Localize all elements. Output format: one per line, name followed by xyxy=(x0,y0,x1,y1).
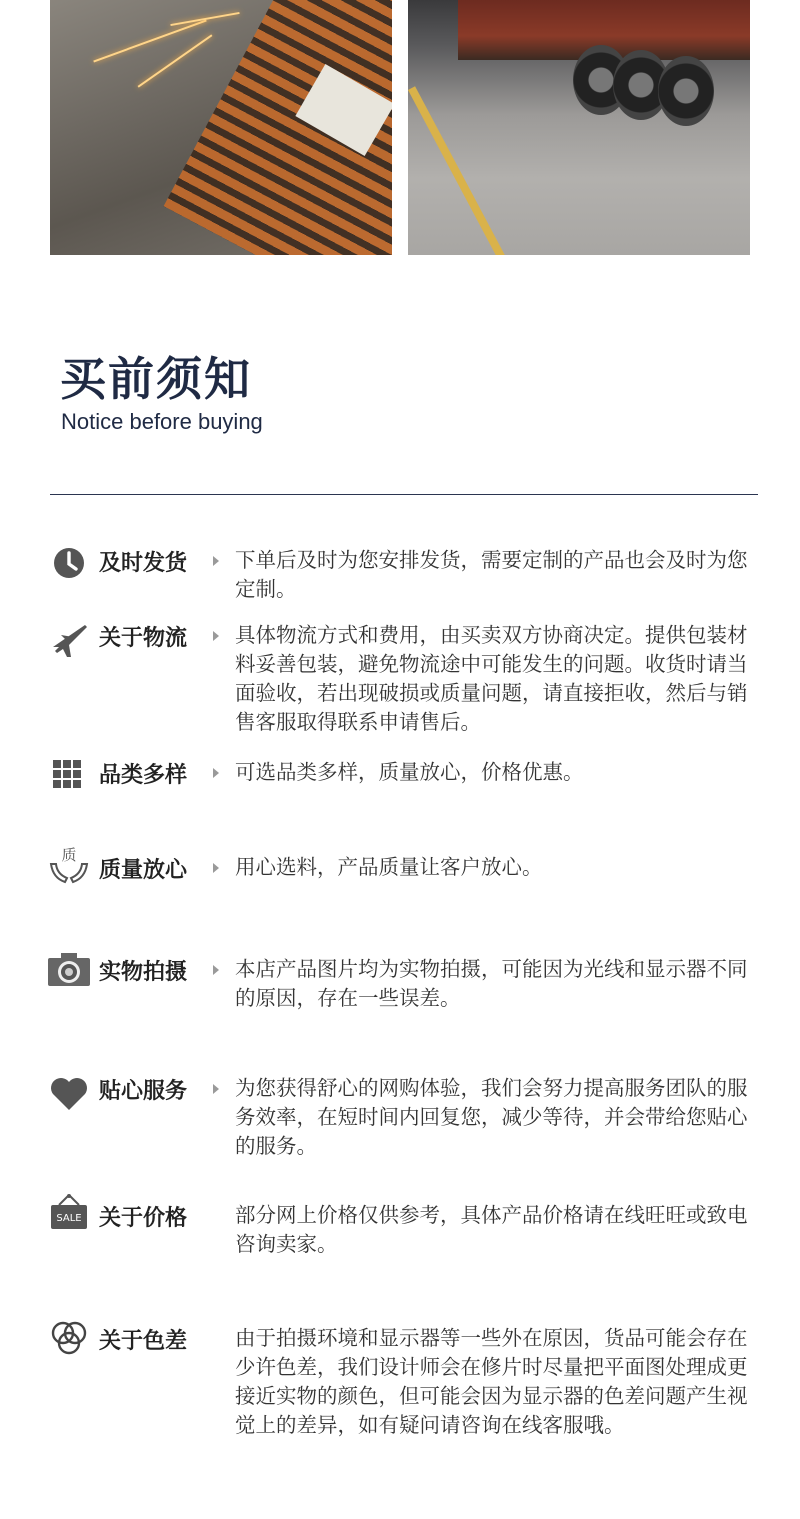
spark xyxy=(93,20,206,63)
arrow-right-icon xyxy=(213,1084,219,1094)
notice-label: 实物拍摄 xyxy=(99,960,188,985)
quality-hands-icon xyxy=(47,841,91,887)
notice-text: 为您获得舒心的网购体验，我们会努力提高服务团队的服务效率，在短时间内回复您，减少等待，并会带给您贴心的服务。 xyxy=(235,1076,748,1158)
color-circles-icon xyxy=(47,1318,91,1360)
arrow-right-icon xyxy=(213,863,219,873)
arrow-right-icon xyxy=(213,556,219,566)
notice-text: 具体物流方式和费用，由买卖双方协商决定。提供包装材料妥善包装，避免物流途中可能发生的问题。收货时请当面验收，若出现破损或质量问题，请直接拒收，然后与销售客服取得联系申请售后。 xyxy=(235,623,748,734)
arrow-right-icon xyxy=(213,965,219,975)
arrow-right-icon xyxy=(213,631,219,641)
lane-marking xyxy=(408,86,509,255)
notice-label: 贴心服务 xyxy=(99,1079,188,1104)
airplane-icon xyxy=(47,621,91,661)
clock-icon xyxy=(47,546,91,586)
notice-text: 部分网上价格仅供参考，具体产品价格请在线旺旺或致电咨询卖家。 xyxy=(235,1203,748,1256)
notice-label: 品类多样 xyxy=(99,763,188,788)
spark xyxy=(170,12,239,26)
notice-text: 由于拍摄环境和显示器等一些外在原因，货品可能会存在少许色差，我们设计师会在修片时尽量把平面图处理成更接近实物的颜色，但可能会因为显示器的色差问题产生视觉上的差异，如有疑问请咨询在线客服哦。 xyxy=(235,1326,748,1437)
notice-text: 本店产品图片均为实物拍摄，可能因为光线和显示器不同的原因，存在一些误差。 xyxy=(235,957,748,1010)
grid-icon xyxy=(47,758,91,798)
notice-text: 下单后及时为您安排发货，需要定制的产品也会及时为您定制。 xyxy=(235,548,748,601)
notice-label: 质量放心 xyxy=(99,858,188,883)
camera-icon xyxy=(47,949,91,991)
notice-label: 关于物流 xyxy=(99,626,188,651)
arrow-right-icon xyxy=(213,768,219,778)
notice-text: 可选品类多样，质量放心，价格优惠。 xyxy=(235,760,584,784)
section-subtitle: Notice before buying xyxy=(61,409,263,434)
notice-label: 关于价格 xyxy=(99,1206,188,1231)
truck-wheel xyxy=(658,56,714,126)
quality-glyph: 质 xyxy=(61,846,77,864)
heart-icon xyxy=(47,1074,91,1114)
truck-photo xyxy=(408,0,750,255)
cutting-machine-photo xyxy=(50,0,392,255)
sale-tag-icon xyxy=(47,1191,91,1235)
notice-label: 及时发货 xyxy=(99,551,188,576)
sale-glyph: SALE xyxy=(56,1213,82,1224)
section-divider xyxy=(50,494,758,495)
notice-text: 用心选料，产品质量让客户放心。 xyxy=(235,855,543,879)
notice-label: 关于色差 xyxy=(99,1329,188,1354)
section-title: 买前须知 xyxy=(60,352,252,406)
